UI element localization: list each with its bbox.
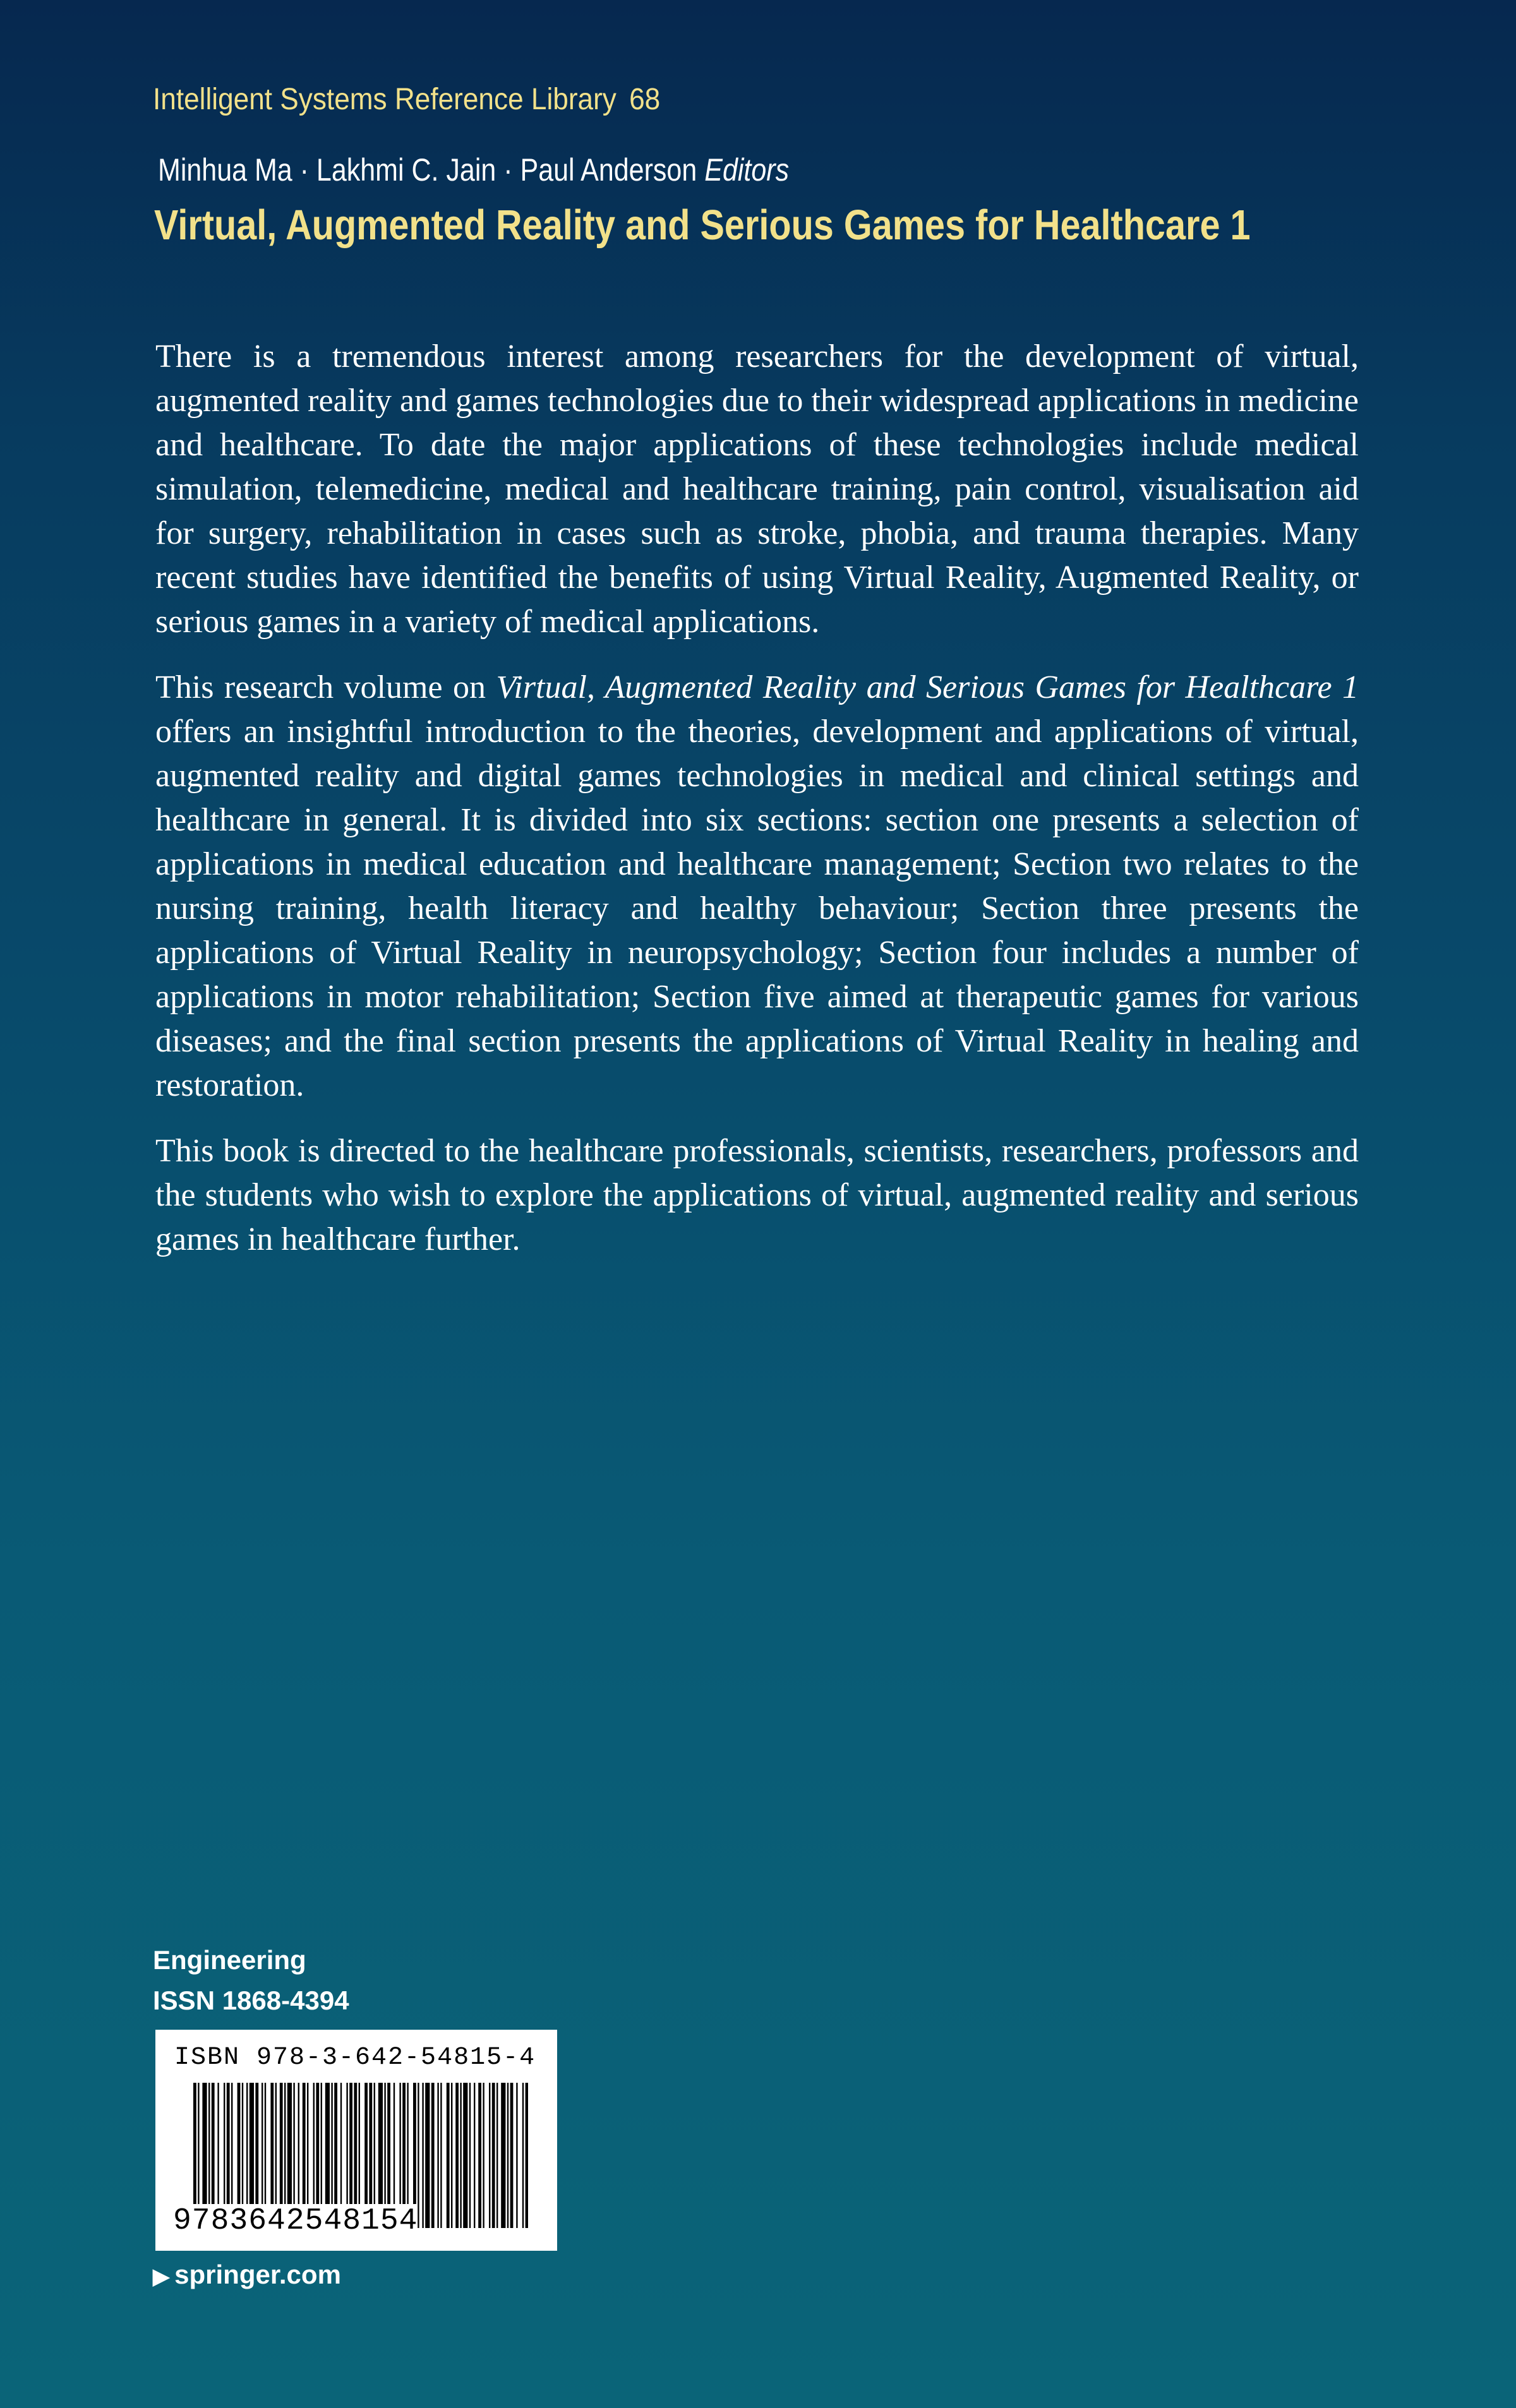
barcode-bar xyxy=(496,2083,498,2228)
barcode-bar xyxy=(418,2083,419,2228)
barcode-bar xyxy=(469,2083,471,2228)
barcode-bar xyxy=(455,2083,459,2228)
series-name: Intelligent Systems Reference Library xyxy=(153,83,617,116)
series-volume: 68 xyxy=(629,83,661,116)
barcode-bar xyxy=(510,2083,514,2228)
barcode-bar xyxy=(522,2083,524,2228)
editors-line xyxy=(158,152,789,188)
description-paragraph-2-rest: offers an insightful introduction to the theories, development and applications of virtual, augmented reality and digital games technologies in medical and clinical settings and healthcare in general. It is divided into six sections: section one presents a selection of applications in medical education and healthcare management; Section two relates to the nursing training, health literacy and healthy behaviour; Section three presents the applications of Virtual Reality in neuropsychology; Section four includes a number of applications in motor rehabilitation; Section five aimed at therapeutic games for various diseases; and the final section presents the applications of Virtual Reality in healing and restoration. xyxy=(155,714,1359,1103)
barcode-bar xyxy=(478,2083,481,2228)
isbn-label: ISBN 978-3-642-54815-4 xyxy=(174,2044,536,2072)
barcode-bar xyxy=(425,2083,430,2228)
barcode-bar xyxy=(451,2083,452,2228)
barcode-bar xyxy=(489,2083,490,2228)
barcode-bar xyxy=(447,2083,450,2228)
series-line xyxy=(153,82,660,117)
description-paragraph-2 xyxy=(155,666,1359,1108)
barcode-bar xyxy=(516,2083,517,2228)
description-paragraph-3: This book is directed to the healthcare professionals, scientists, researchers, professors and the students who wish to explore the applications of virtual, augmented reality and serious games in healthcare further. xyxy=(155,1133,1359,1257)
book-title: Virtual, Augmented Reality and Serious Games for Healthcare 1 xyxy=(154,201,1251,249)
editors-role: Editors xyxy=(704,152,790,188)
barcode-digits-text: 9783642548154 xyxy=(173,2204,418,2238)
barcode-bar xyxy=(483,2083,484,2228)
description-paragraph-1: There is a tremendous interest among researchers for the development of virtual, augmented reality and games technologies due to their widespread applications in medicine and healthcare. To date the major applications of these technologies include medical simulation, telemedicine, medical and healthcare training, pain control, visualisation aid for surgery, rehabilitation in cases such as stroke, phobia, and trauma therapies. Many recent studies have identified the benefits of using Virtual Reality, Augmented Reality, or serious games in a variety of medical applications. xyxy=(155,338,1359,640)
website-label: springer.com xyxy=(174,2260,341,2289)
barcode-bar xyxy=(437,2083,438,2228)
issn: ISSN 1868-4394 xyxy=(153,1986,349,2015)
publisher-website[interactable] xyxy=(153,2260,341,2290)
barcode-bar xyxy=(440,2083,442,2228)
arrow-right-icon: ▶ xyxy=(153,2265,170,2289)
subject-block xyxy=(153,1940,349,2021)
barcode-bar xyxy=(460,2083,461,2228)
barcode-bar xyxy=(422,2083,423,2228)
subject-category: Engineering xyxy=(153,1945,306,1975)
barcode-bar xyxy=(501,2083,505,2228)
barcode-bar xyxy=(507,2083,508,2228)
isbn-barcode xyxy=(155,2030,557,2251)
editor-names: Minhua Ma · Lakhmi C. Jain · Paul Anderson xyxy=(158,152,697,188)
description-paragraph-2-lead: This research volume on xyxy=(155,669,496,705)
barcode-bar xyxy=(492,2083,495,2228)
barcode-bar xyxy=(431,2083,435,2228)
book-description xyxy=(155,335,1359,1283)
barcode-digits xyxy=(173,2204,418,2238)
barcode-bar xyxy=(474,2083,475,2228)
barcode-bar xyxy=(526,2083,528,2228)
description-book-title: Virtual, Augmented Reality and Serious Games for Healthcare 1 xyxy=(496,669,1359,705)
barcode-bar xyxy=(463,2083,467,2228)
